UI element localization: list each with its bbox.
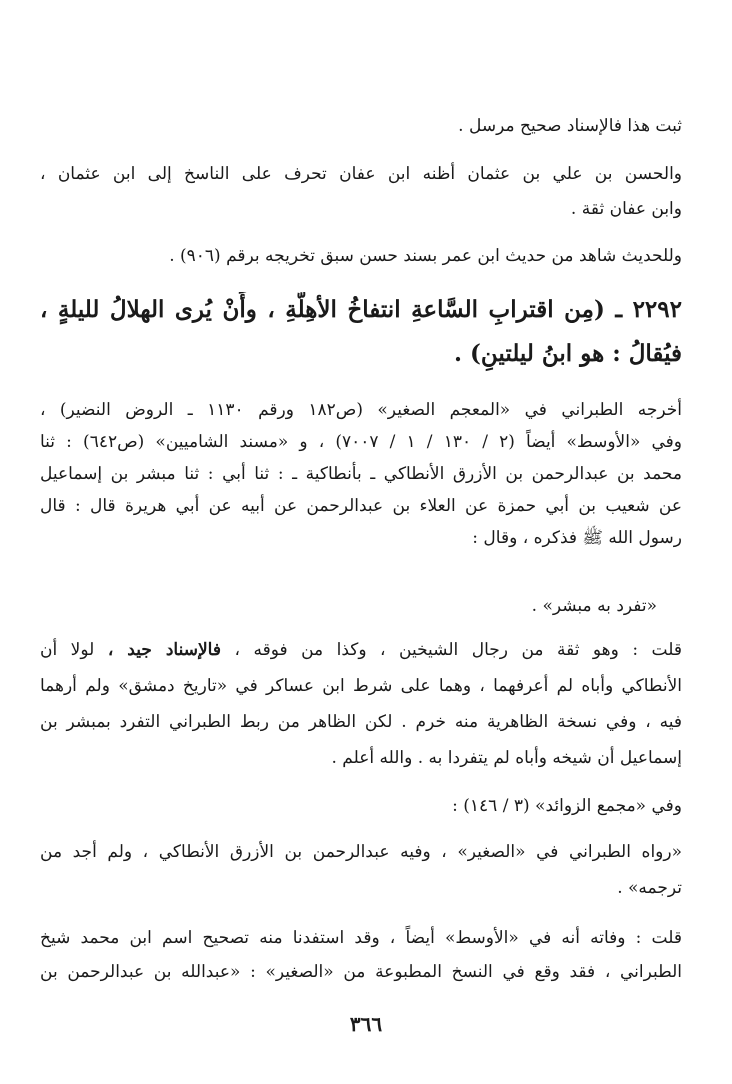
takhrij-line: رسول الله ﷺ فذكره ، وقال : [472, 528, 682, 548]
comment-text: لولا أن [40, 640, 95, 660]
majma-intro: وفي «مجمع الزوائد» (٣ / ١٤٦) : [452, 796, 682, 816]
comment-line: فيه ، وفي نسخة الظاهرية منه خرم . لكن الظاهر من ربط الطبراني التفرد بمبشر بن [40, 712, 682, 732]
majma-quote-line: ترجمه» . [617, 878, 682, 898]
majma-quote-line: «رواه الطبراني في «الصغير» ، وفيه عبدالرحمن بن الأزرق الأنطاكي ، ولم أجد من [40, 842, 682, 862]
comment-line: إسماعيل أن شيخه وأباه لم يتفردا به . والله أعلم . [331, 748, 682, 768]
takhrij-line: عن شعيب بن أبي حمزة عن العلاء بن عبدالرحمن عن أبيه عن أبي هريرة قال : قال [40, 496, 682, 516]
comment-line: الطبراني ، فقد وقع في النسخ المطبوعة من «الصغير» : «عبدالله بن عبدالرحمن بن [40, 962, 682, 982]
hadith-heading-line: ٢٢٩٢ ـ (مِن اقترابِ السَّاعةِ انتفاخُ الأهِلَّةِ ، وأَنْ يُرى الهلالُ لليلةٍ ، [40, 296, 682, 323]
paragraph-line: وابن عفان ثقة . [570, 199, 682, 219]
takhrij-line: محمد بن عبدالرحمن بن الأزرق الأنطاكي ـ بأنطاكية ـ : ثنا أبي : ثنا مبشر بن إسماعيل [40, 464, 682, 484]
hadith-heading-line: فيُقالُ : هو ابنُ ليلتينِ) . [454, 340, 682, 367]
comment-line [40, 636, 682, 664]
comment-text: قلت : وهو ثقة من رجال الشيخين ، وكذا من فوقه ، [234, 640, 682, 660]
takhrij-line: وفي «الأوسط» أيضاً (٢ / ١٣٠ / ١ / ٧٠٠٧) ، و «مسند الشاميين» (ص٦٤٢) : ثنا [40, 432, 682, 452]
comment-bold-text: فالإسناد جيد ، [107, 640, 221, 660]
paragraph-line: ثبت هذا فالإسناد صحيح مرسل . [458, 116, 682, 136]
takhrij-line: أخرجه الطبراني في «المعجم الصغير» (ص١٨٢ ورقم ١١٣٠ ـ الروض النضير) ، [40, 400, 682, 420]
comment-line: الأنطاكي وأباه لم أعرفهما ، وهما على شرط ابن عساكر في «تاريخ دمشق» ولم أرهما [40, 676, 682, 696]
comment-line: قلت : وفاته أنه في «الأوسط» أيضاً ، وقد استفدنا منه تصحيح اسم ابن محمد شيخ [40, 928, 682, 948]
paragraph-line: وللحديث شاهد من حديث ابن عمر بسند حسن سبق تخريجه برقم (٩٠٦) . [169, 246, 682, 266]
quote-line: «تفرد به مبشر» . [531, 596, 657, 616]
paragraph-line: والحسن بن علي بن عثمان أظنه ابن عفان تحرف على الناسخ إلى ابن عثمان ، [40, 164, 682, 184]
page-number: ٣٦٦ [349, 1012, 383, 1036]
